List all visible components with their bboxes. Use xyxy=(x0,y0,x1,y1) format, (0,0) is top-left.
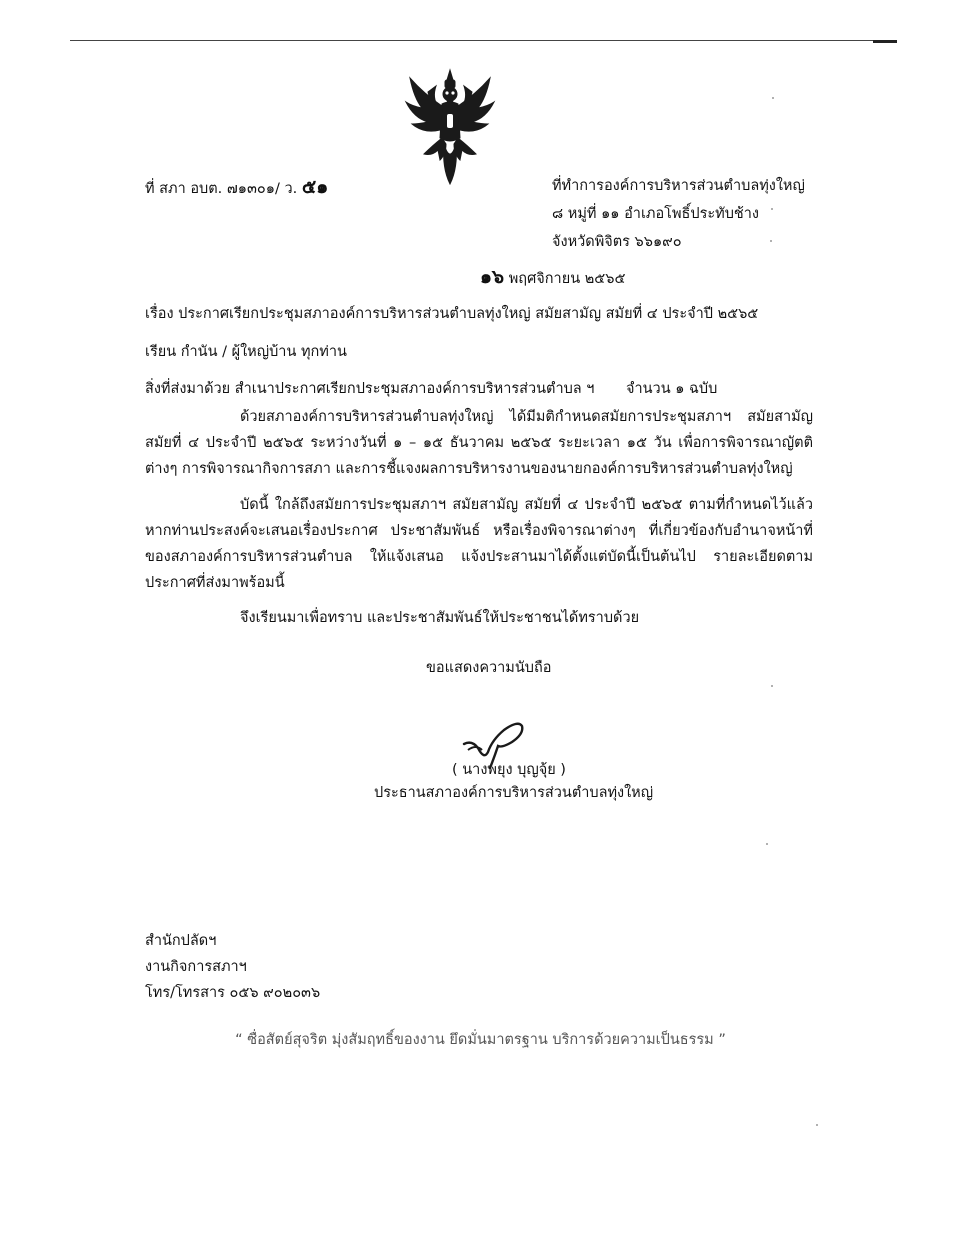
scan-speck xyxy=(816,1124,818,1126)
scan-speck xyxy=(766,843,768,845)
scan-speck xyxy=(770,240,772,242)
reference-number xyxy=(145,172,328,202)
scan-top-line xyxy=(70,40,896,41)
body-paragraph-1 xyxy=(145,404,813,482)
body-paragraph-2 xyxy=(145,492,813,596)
address-line-1: ที่ทำการองค์การบริหารส่วนตำบลทุ่งใหญ่ xyxy=(552,178,805,194)
reference-number-handwritten: ๕๑ xyxy=(301,176,329,198)
address-line-3: จังหวัดพิจิตร ๖๖๑๙๐ xyxy=(552,234,682,250)
recipient-line: เรียน กำนัน / ผู้ใหญ่บ้าน ทุกท่าน xyxy=(145,344,347,360)
subject-line: เรื่อง ประกาศเรียกประชุมสภาองค์การบริหารส่วนตำบลทุ่งใหญ่ สมัยสามัญ สมัยที่ ๔ ประจำปี ๒๕๖๕ xyxy=(145,306,759,322)
footer-phone: โทร/โทรสาร ๐๕๖ ๙๐๒๐๓๖ xyxy=(145,985,321,1001)
scan-speck xyxy=(771,208,773,210)
footer-section: งานกิจการสภาฯ xyxy=(145,959,247,975)
footer-contact xyxy=(145,928,320,1006)
body-paragraph-1-text: ด้วยสภาองค์การบริหารส่วนตำบลทุ่งใหญ่ ได้มีมติกำหนดสมัยการประชุมสภาฯ สมัยสามัญ สมัยที่ ๔ ประจำปี ๒๕๖๕ ระหว่างวันที่ ๑ – ๑๕ ธันวาคม ๒๕๖๕ ระยะเวลา ๑๕ วัน เพื่อการพิจารณาญัตติต่างๆ การพิจารณากิจการสภา และการชี้แจงผลการบริหารงานของนายกองค์การบริหารส่วนตำบลทุ่งใหญ่ xyxy=(145,409,813,477)
garuda-emblem xyxy=(402,68,498,186)
signatory-title: ประธานสภาองค์การบริหารส่วนตำบลทุ่งใหญ่ xyxy=(374,785,654,801)
address-line-2: ๘ หมู่ที่ ๑๑ อำเภอโพธิ์ประทับช้าง xyxy=(552,206,759,222)
scan-top-mark xyxy=(873,40,897,43)
body-paragraph-2-text: บัดนี้ ใกล้ถึงสมัยการประชุมสภาฯ สมัยสามัญ สมัยที่ ๔ ประจำปี ๒๕๖๕ ตามที่กำหนดไว้แล้ว หากท่านประสงค์จะเสนอเรื่องประกาศ ประชาสัมพันธ์ หรือเรื่องพิจารณาต่างๆ ที่เกี่ยวข้องกับอำนาจหน้าที่ของสภาองค์การบริหารส่วนตำบล ให้แจ้งเสนอ แจ้งประสานมาได้ตั้งแต่บัดนี้เป็นต้นไป รายละเอียดตามประกาศที่ส่งมาพร้อมนี้ xyxy=(145,497,813,591)
body-paragraph-3: จึงเรียนมาเพื่อทราบ และประชาสัมพันธ์ให้ประชาชนได้ทราบด้วย xyxy=(240,610,640,626)
enclosure-quantity: จำนวน ๑ ฉบับ xyxy=(626,381,718,397)
organization-motto: “ ซื่อสัตย์สุจริต มุ่งสัมฤทธิ์ของงาน ยึดมั่นมาตรฐาน บริการด้วยความเป็นธรรม ” xyxy=(235,1032,726,1048)
signatory-name: ( นางพยุง บุญจุ้ย ) xyxy=(452,762,566,778)
enclosure-line: สิ่งที่ส่งมาด้วย สำเนาประกาศเรียกประชุมสภาองค์การบริหารส่วนตำบล ฯ xyxy=(145,381,595,397)
scan-speck xyxy=(772,97,774,99)
letter-date xyxy=(480,262,625,292)
sender-address xyxy=(552,172,805,256)
date-day-handwritten: ๑๖ xyxy=(480,266,505,288)
footer-office: สำนักปลัดฯ xyxy=(145,933,217,949)
reference-number-text: ที่ สภา อบต. ๗๑๓๐๑/ ว. xyxy=(145,181,298,197)
date-text: พฤศจิกายน ๒๕๖๕ xyxy=(508,271,626,287)
closing-phrase: ขอแสดงความนับถือ xyxy=(426,660,552,676)
scan-speck xyxy=(771,685,773,687)
